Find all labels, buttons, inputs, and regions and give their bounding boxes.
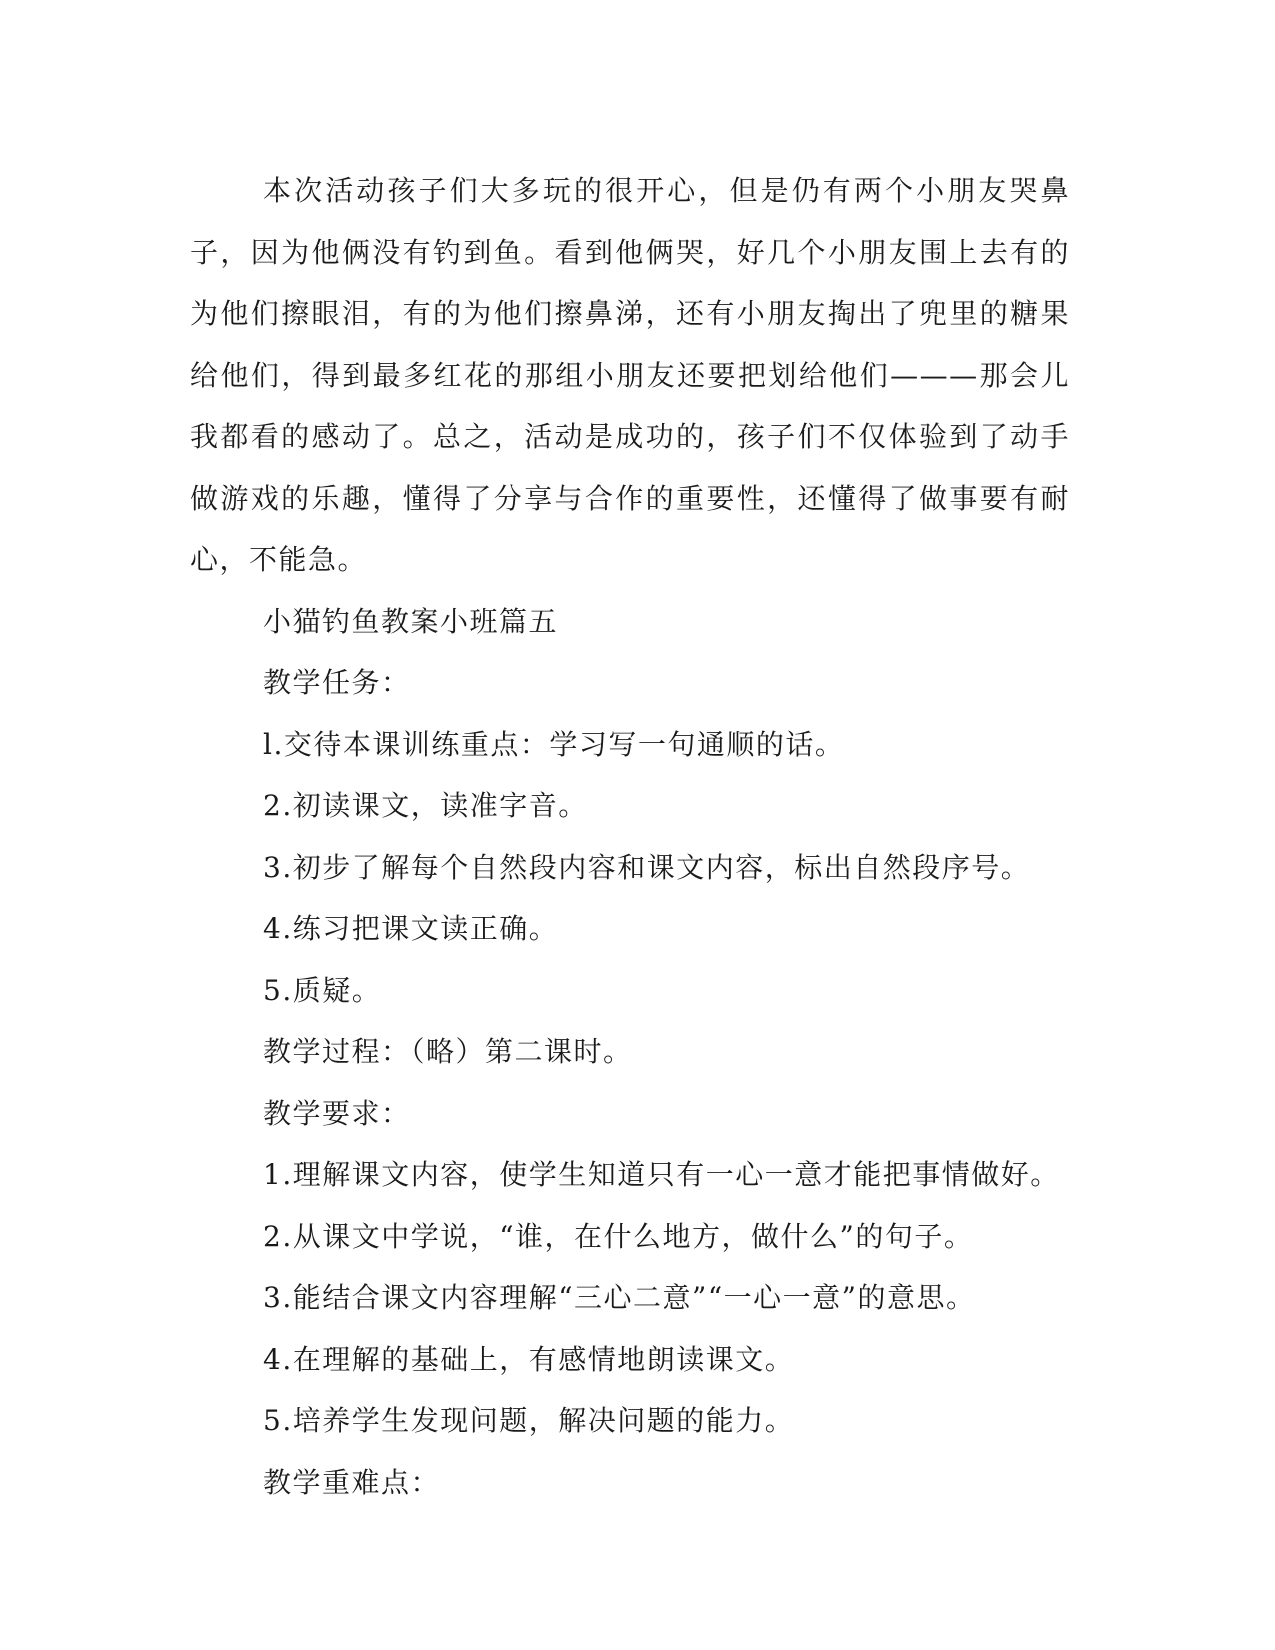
- paragraph-activity-reflection: 本次活动孩子们大多玩的很开心，但是仍有两个小朋友哭鼻子，因为他俩没有钓到鱼。看到他俩哭，好几个小朋友围上去有的为他们擦眼泪，有的为他们擦鼻涕，还有小朋友掏出了兜里的糖果给他们，得到最多红花的那组小朋友还要把划给他们———那会儿我都看的感动了。总之，活动是成功的，孩子们不仅体验到了动手做游戏的乐趣，懂得了分享与合作的重要性，还懂得了做事要有耐心，不能急。: [190, 174, 1070, 576]
- requirement-item: 2.从课文中学说，“谁，在什么地方，做什么”的句子。: [263, 1219, 974, 1253]
- section-heading: 小猫钓鱼教案小班篇五: [263, 604, 559, 638]
- teaching-tasks-heading: 教学任务：: [263, 666, 411, 699]
- task-item: 2.初读课文，读准字音。: [263, 789, 588, 822]
- teaching-requirements-heading: 教学要求：: [263, 1096, 411, 1130]
- task-item: l.交待本课训练重点：学习写一句通顺的话。: [263, 727, 845, 761]
- key-difficulties-heading: 教学重难点：: [263, 1465, 441, 1499]
- teaching-process-line: 教学过程：（略）第二课时。: [263, 1035, 633, 1068]
- task-item: 3.初步了解每个自然段内容和课文内容，标出自然段序号。: [263, 850, 1031, 884]
- requirement-item: 3.能结合课文内容理解“三心二意”“一心一意”的意思。: [263, 1281, 976, 1314]
- task-item: 4.练习把课文读正确。: [263, 912, 559, 945]
- task-item: 5.质疑。: [263, 973, 382, 1007]
- requirement-item: 5.培养学生发现问题，解决问题的能力。: [263, 1404, 795, 1437]
- requirement-item: 1.理解课文内容，使学生知道只有一心一意才能把事情做好。: [263, 1158, 1060, 1191]
- requirement-item: 4.在理解的基础上，有感情地朗读课文。: [263, 1342, 795, 1376]
- document-body: [190, 160, 1070, 1513]
